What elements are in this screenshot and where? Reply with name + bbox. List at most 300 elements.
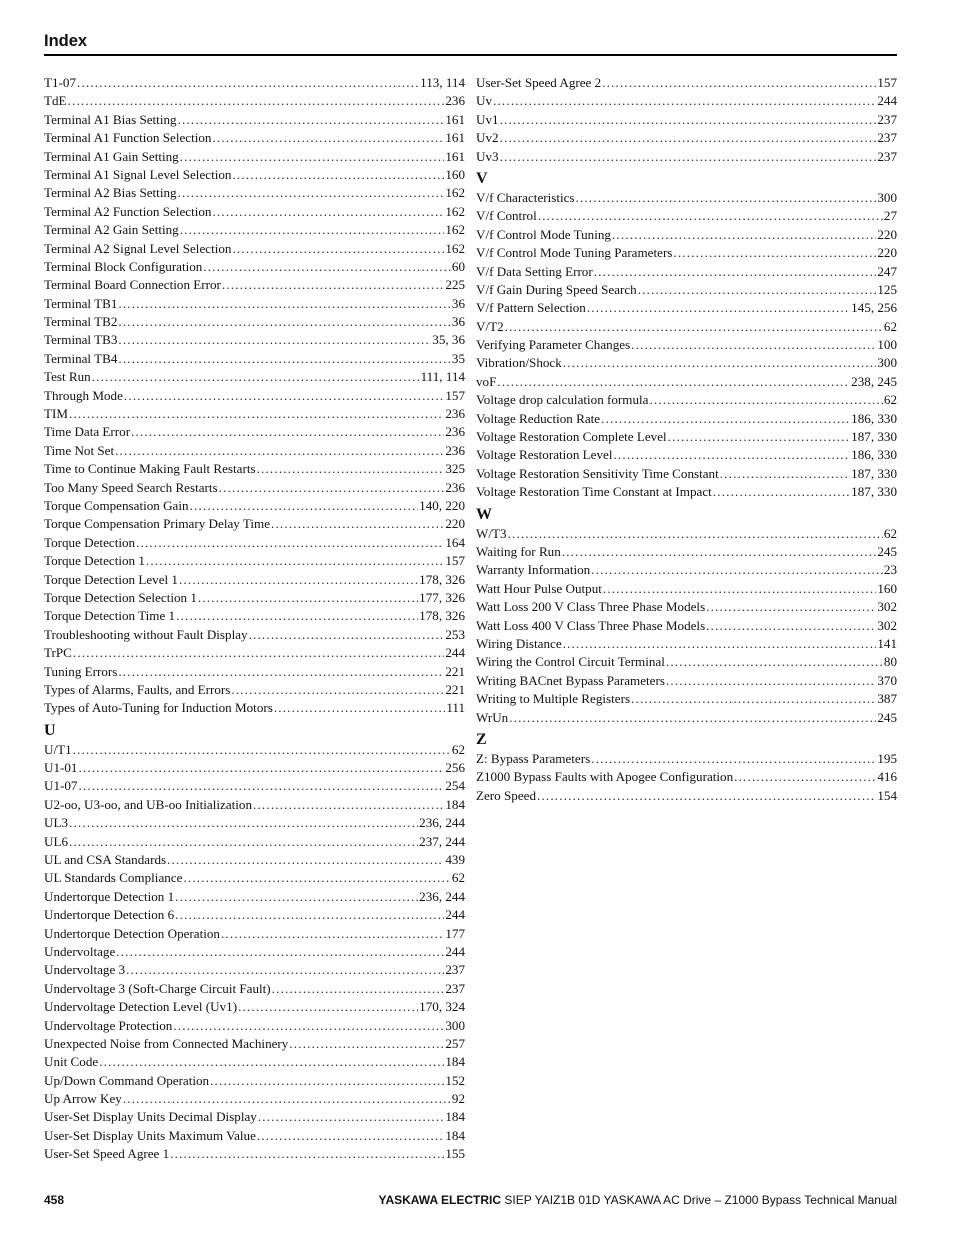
dot-leader — [136, 534, 444, 552]
index-term: User-Set Display Units Decimal Display — [44, 1109, 257, 1125]
index-entry — [44, 777, 465, 795]
index-page-refs: 237 — [445, 962, 465, 978]
dot-leader — [238, 998, 418, 1016]
index-page-refs: 162 — [445, 222, 465, 238]
dot-leader — [537, 787, 876, 805]
index-term: Undervoltage Protection — [44, 1017, 173, 1033]
dot-leader — [563, 354, 877, 372]
dot-leader — [210, 1072, 444, 1090]
index-term: Troubleshooting without Fault Display — [44, 626, 248, 642]
index-term: V/T2 — [476, 318, 504, 334]
index-entry — [44, 998, 465, 1016]
index-term: Through Mode — [44, 387, 123, 403]
index-page-refs: 62 — [883, 318, 897, 334]
section-letter-u: U — [44, 721, 56, 739]
index-term: Voltage Restoration Time Constant at Impact — [476, 484, 712, 500]
index-page-refs: 80 — [883, 654, 897, 670]
index-page-refs: 62 — [451, 870, 465, 886]
index-page-refs: 111, 114 — [420, 369, 465, 385]
index-term: Voltage Restoration Complete Level — [476, 429, 667, 445]
index-page-refs: 244 — [445, 907, 465, 923]
index-page-refs: 125 — [877, 281, 897, 297]
index-term: Voltage drop calculation formula — [476, 392, 649, 408]
index-entry — [44, 221, 465, 239]
index-term: V/f Control — [476, 208, 537, 224]
dot-leader — [92, 368, 420, 386]
index-page-refs: 247 — [877, 263, 897, 279]
index-page-refs: 35 — [451, 350, 465, 366]
index-term: V/f Control Mode Tuning — [476, 226, 611, 242]
index-page-refs: 141 — [877, 635, 897, 651]
index-group-u-continued — [476, 74, 897, 166]
index-page-refs: 23 — [883, 562, 897, 578]
index-term: Terminal Block Configuration — [44, 258, 203, 274]
index-page-refs: 225 — [445, 277, 465, 293]
index-page-refs: 178, 326 — [419, 608, 465, 624]
page-footer — [44, 1193, 897, 1211]
index-entry — [44, 442, 465, 460]
index-term: Terminal A2 Gain Setting — [44, 222, 179, 238]
index-entry — [476, 635, 897, 653]
dot-leader — [249, 626, 445, 644]
index-term: Z: Bypass Parameters — [476, 750, 591, 766]
index-group-t — [44, 74, 465, 718]
index-term: U1-01 — [44, 760, 78, 776]
index-term: W/T3 — [476, 525, 507, 541]
index-entry — [44, 1035, 465, 1053]
dot-leader — [631, 690, 876, 708]
index-page-refs: 244 — [445, 943, 465, 959]
index-entry — [44, 387, 465, 405]
index-page-refs: 157 — [877, 75, 897, 90]
index-entry — [476, 598, 897, 616]
index-term: Types of Alarms, Faults, and Errors — [44, 681, 231, 697]
index-entry — [44, 166, 465, 184]
index-entry — [44, 980, 465, 998]
index-page-refs: 62 — [451, 741, 465, 757]
footer-manual-info — [379, 1193, 897, 1207]
index-entry — [476, 709, 897, 727]
index-page-refs: 236 — [445, 424, 465, 440]
index-page-refs: 236, 244 — [419, 888, 465, 904]
manual-title: SIEP YAIZ1B 01D YASKAWA AC Drive – Z1000 Bypass Technical Manual — [501, 1193, 897, 1207]
index-page-refs: 36 — [451, 314, 465, 330]
dot-leader — [203, 258, 451, 276]
index-page-refs: 244 — [445, 645, 465, 661]
index-term: Undervoltage Detection Level (Uv1) — [44, 999, 238, 1015]
dot-leader — [612, 226, 876, 244]
index-term: V/f Control Mode Tuning Parameters — [476, 245, 673, 261]
dot-leader — [500, 129, 877, 147]
index-page-refs: 160 — [877, 580, 897, 596]
index-page-refs: 27 — [883, 208, 897, 224]
index-entry — [44, 869, 465, 887]
index-entry — [476, 373, 897, 391]
index-term: Terminal A2 Function Selection — [44, 203, 212, 219]
dot-leader — [232, 240, 444, 258]
index-entry — [476, 690, 897, 708]
index-entry — [44, 1108, 465, 1126]
index-term: Undertorque Detection Operation — [44, 925, 220, 941]
index-entry — [476, 207, 897, 225]
index-group-w — [476, 525, 897, 727]
index-entry — [476, 299, 897, 317]
index-term: Zero Speed — [476, 787, 536, 803]
index-entry — [44, 111, 465, 129]
index-term: V/f Data Setting Error — [476, 263, 593, 279]
dot-leader — [493, 92, 876, 110]
dot-leader — [178, 111, 445, 129]
index-page-refs: 237 — [877, 148, 897, 164]
dot-leader — [69, 814, 418, 832]
index-page-refs: 162 — [445, 203, 465, 219]
index-entry — [44, 258, 465, 276]
index-entry — [44, 497, 465, 515]
index-entry — [476, 111, 897, 129]
index-page-refs: 157 — [445, 387, 465, 403]
dot-leader — [649, 391, 882, 409]
dot-leader — [222, 276, 444, 294]
dot-leader — [183, 869, 450, 887]
index-term: Too Many Speed Search Restarts — [44, 479, 218, 495]
index-term: Undervoltage 3 (Soft-Charge Circuit Fault) — [44, 980, 271, 996]
index-term: Terminal TB2 — [44, 314, 118, 330]
index-entry — [44, 1053, 465, 1071]
dot-leader — [118, 663, 444, 681]
dot-leader — [178, 184, 445, 202]
index-entry — [476, 189, 897, 207]
index-page-refs: 157 — [445, 553, 465, 569]
dot-leader — [123, 1090, 451, 1108]
dot-leader — [73, 741, 451, 759]
index-entry — [44, 184, 465, 202]
index-page-refs: 237 — [445, 980, 465, 996]
index-term: U2-oo, U3-oo, and UB-oo Initialization — [44, 796, 253, 812]
page-header — [44, 32, 897, 56]
index-page-refs: 236 — [445, 406, 465, 422]
index-term: Torque Detection Level 1 — [44, 571, 178, 587]
index-term: Up/Down Command Operation — [44, 1072, 210, 1088]
index-term: T1-07 — [44, 75, 76, 90]
index-entry — [476, 543, 897, 561]
index-page-refs: 257 — [445, 1035, 465, 1051]
index-entry — [476, 750, 897, 768]
dot-leader — [576, 189, 877, 207]
index-page-refs: 237 — [877, 130, 897, 146]
index-term: V/f Pattern Selection — [476, 300, 586, 316]
dot-leader — [591, 750, 876, 768]
dot-leader — [175, 888, 418, 906]
index-term: Tuning Errors — [44, 663, 118, 679]
index-page-refs: 113, 114 — [420, 75, 465, 90]
index-term: Undervoltage 3 — [44, 962, 126, 978]
index-entry — [44, 759, 465, 777]
index-page-refs: 439 — [445, 852, 465, 868]
index-term: Verifying Parameter Changes — [476, 337, 631, 353]
dot-leader — [175, 906, 444, 924]
index-page-refs: 184 — [445, 796, 465, 812]
index-page-refs: 302 — [877, 617, 897, 633]
dot-leader — [673, 244, 876, 262]
index-page-refs: 36 — [451, 295, 465, 311]
index-entry — [476, 244, 897, 262]
index-term: Torque Detection 1 — [44, 553, 145, 569]
dot-leader — [613, 446, 850, 464]
index-page-refs: 62 — [883, 525, 897, 541]
index-page-refs: 170, 324 — [419, 999, 465, 1015]
index-entry — [44, 1127, 465, 1145]
dot-leader — [198, 589, 418, 607]
index-entry — [44, 833, 465, 851]
index-page-refs: 254 — [445, 778, 465, 794]
index-page-refs: 35, 36 — [432, 332, 465, 348]
index-page-refs: 161 — [445, 130, 465, 146]
index-page-refs: 244 — [877, 93, 897, 109]
dot-leader — [99, 1053, 444, 1071]
index-term: Voltage Restoration Level — [476, 447, 613, 463]
index-term: UL and CSA Standards — [44, 852, 167, 868]
index-entry — [44, 74, 465, 92]
index-page-refs: 187, 330 — [851, 429, 897, 445]
index-entry — [476, 483, 897, 501]
dot-leader — [124, 387, 444, 405]
index-term: Terminal A1 Function Selection — [44, 130, 212, 146]
index-page-refs: 300 — [445, 1017, 465, 1033]
index-term: User-Set Display Units Maximum Value — [44, 1127, 256, 1143]
dot-leader — [115, 442, 444, 460]
index-term: Types of Auto-Tuning for Induction Motors — [44, 700, 273, 716]
dot-leader — [116, 943, 444, 961]
dot-leader — [221, 925, 444, 943]
dot-leader — [180, 148, 445, 166]
index-page-refs: 221 — [445, 663, 465, 679]
dot-leader — [500, 111, 877, 129]
index-term: Torque Compensation Primary Delay Time — [44, 516, 271, 532]
index-term: Terminal A2 Bias Setting — [44, 185, 177, 201]
index-term: Test Run — [44, 369, 91, 385]
index-term: Undertorque Detection 1 — [44, 888, 175, 904]
index-entry — [44, 552, 465, 570]
index-entry — [476, 410, 897, 428]
index-entry — [44, 607, 465, 625]
index-page-refs: 221 — [445, 681, 465, 697]
index-page-refs: 300 — [877, 355, 897, 371]
dot-leader — [167, 851, 444, 869]
index-entry — [476, 129, 897, 147]
index-page-refs: 145, 256 — [851, 300, 897, 316]
dot-leader — [587, 299, 850, 317]
dot-leader — [118, 295, 451, 313]
dot-leader — [73, 644, 444, 662]
index-term: Terminal TB3 — [44, 332, 118, 348]
dot-leader — [538, 207, 883, 225]
index-term: Writing to Multiple Registers — [476, 691, 631, 707]
dot-leader — [562, 543, 877, 561]
index-term: Warranty Information — [476, 562, 591, 578]
index-entry — [476, 226, 897, 244]
dot-leader — [706, 598, 876, 616]
index-page-refs: 245 — [877, 543, 897, 559]
index-page-refs: 220 — [877, 226, 897, 242]
index-term: Vibration/Shock — [476, 355, 562, 371]
index-column-left — [44, 74, 465, 1164]
index-entry — [44, 1017, 465, 1035]
index-entry — [44, 313, 465, 331]
index-term: Voltage Restoration Sensitivity Time Constant — [476, 465, 719, 481]
index-entry — [476, 617, 897, 635]
section-letter-z: Z — [476, 730, 487, 748]
index-entry — [44, 851, 465, 869]
index-term: User-Set Speed Agree 2 — [476, 75, 602, 90]
index-page-refs: 237 — [877, 111, 897, 127]
index-entry — [44, 906, 465, 924]
index-term: Watt Loss 400 V Class Three Phase Models — [476, 617, 706, 633]
index-page-refs: 164 — [445, 534, 465, 550]
dot-leader — [668, 428, 851, 446]
index-page-refs: 238, 245 — [851, 373, 897, 389]
index-entry — [476, 428, 897, 446]
dot-leader — [497, 373, 850, 391]
dot-leader — [190, 497, 419, 515]
index-entry — [44, 203, 465, 221]
index-entry — [476, 148, 897, 166]
index-page-refs: 111 — [446, 700, 465, 716]
section-letter-v: V — [476, 169, 488, 187]
index-entry — [44, 1090, 465, 1108]
dot-leader — [563, 635, 877, 653]
index-term: Torque Compensation Gain — [44, 497, 189, 513]
dot-leader — [212, 203, 444, 221]
dot-leader — [126, 961, 444, 979]
dot-leader — [631, 336, 876, 354]
index-group-v — [476, 189, 897, 502]
dot-leader — [734, 768, 876, 786]
dot-leader — [603, 580, 876, 598]
index-entry — [44, 943, 465, 961]
index-term: Terminal TB1 — [44, 295, 118, 311]
index-term: Time Data Error — [44, 424, 131, 440]
index-term: U/T1 — [44, 741, 72, 757]
index-term: Watt Hour Pulse Output — [476, 580, 602, 596]
index-entry — [476, 263, 897, 281]
dot-leader — [173, 1017, 444, 1035]
index-entry — [476, 336, 897, 354]
index-page-refs: 370 — [877, 672, 897, 688]
index-term: Z1000 Bypass Faults with Apogee Configuration — [476, 769, 734, 785]
index-page-refs: 178, 326 — [419, 571, 465, 587]
index-term: Terminal A1 Gain Setting — [44, 148, 179, 164]
index-page-refs: 187, 330 — [851, 465, 897, 481]
dot-leader — [257, 1127, 444, 1145]
index-term: WrUn — [476, 709, 509, 725]
dot-leader — [505, 318, 883, 336]
dot-leader — [69, 833, 418, 851]
index-entry — [44, 534, 465, 552]
index-term: Torque Detection Selection 1 — [44, 589, 197, 605]
index-term: User-Set Speed Agree 1 — [44, 1146, 170, 1162]
index-page-refs: 184 — [445, 1127, 465, 1143]
index-page-refs: 220 — [445, 516, 465, 532]
index-entry — [44, 148, 465, 166]
dot-leader — [131, 423, 444, 441]
index-term: Time Not Set — [44, 442, 115, 458]
dot-leader — [601, 410, 850, 428]
index-entry — [44, 699, 465, 717]
index-entry — [44, 1145, 465, 1163]
index-term: Uv2 — [476, 130, 499, 146]
brand-name: YASKAWA ELECTRIC — [378, 1193, 502, 1207]
dot-leader — [258, 1108, 445, 1126]
index-entry — [476, 768, 897, 786]
index-page-refs: 184 — [445, 1109, 465, 1125]
index-page-refs: 236 — [445, 442, 465, 458]
section-letter-w: W — [476, 505, 492, 523]
index-page-refs: 186, 330 — [851, 410, 897, 426]
page-number: 458 — [44, 1193, 65, 1207]
index-page-refs: 236 — [445, 93, 465, 109]
index-term: Time to Continue Making Fault Restarts — [44, 461, 256, 477]
index-entry — [44, 1072, 465, 1090]
index-term: Undertorque Detection 6 — [44, 907, 175, 923]
index-page-refs: 92 — [451, 1091, 465, 1107]
index-page-refs: 177 — [445, 925, 465, 941]
index-entry — [44, 515, 465, 533]
index-page-refs: 100 — [877, 337, 897, 353]
index-entry — [44, 626, 465, 644]
index-page-refs: 236 — [445, 479, 465, 495]
index-term: Wiring the Control Circuit Terminal — [476, 654, 665, 670]
index-entry — [44, 741, 465, 759]
index-page-refs: 162 — [445, 185, 465, 201]
dot-leader — [591, 561, 883, 579]
index-page-refs: 236, 244 — [419, 815, 465, 831]
index-term: Torque Detection — [44, 534, 136, 550]
index-entry — [476, 465, 897, 483]
index-page-refs: 62 — [883, 392, 897, 408]
index-entry — [44, 240, 465, 258]
index-term: Unexpected Noise from Connected Machinery — [44, 1035, 289, 1051]
index-page-refs: 237, 244 — [419, 833, 465, 849]
dot-leader — [118, 331, 431, 349]
dot-leader — [170, 1145, 444, 1163]
dot-leader — [231, 681, 444, 699]
index-term: U1-07 — [44, 778, 78, 794]
dot-leader — [68, 92, 445, 110]
index-term: UL3 — [44, 815, 69, 831]
index-page-refs: 300 — [877, 189, 897, 205]
dot-leader — [272, 980, 445, 998]
index-term: V/f Characteristics — [476, 189, 575, 205]
index-term: Terminal TB4 — [44, 350, 118, 366]
index-term: Terminal A1 Bias Setting — [44, 111, 177, 127]
index-term: TIM — [44, 406, 69, 422]
index-entry — [476, 446, 897, 464]
index-page-refs: 161 — [445, 111, 465, 127]
dot-leader — [274, 699, 446, 717]
index-term: UL Standards Compliance — [44, 870, 183, 886]
dot-leader — [176, 607, 418, 625]
dot-leader — [180, 221, 445, 239]
index-entry — [476, 354, 897, 372]
index-entry — [44, 423, 465, 441]
index-page-refs: 160 — [445, 166, 465, 182]
dot-leader — [509, 709, 876, 727]
index-entry — [476, 92, 897, 110]
index-page-refs: 195 — [877, 750, 897, 766]
index-entry — [44, 276, 465, 294]
index-term: Wiring Distance — [476, 635, 562, 651]
dot-leader — [720, 465, 850, 483]
